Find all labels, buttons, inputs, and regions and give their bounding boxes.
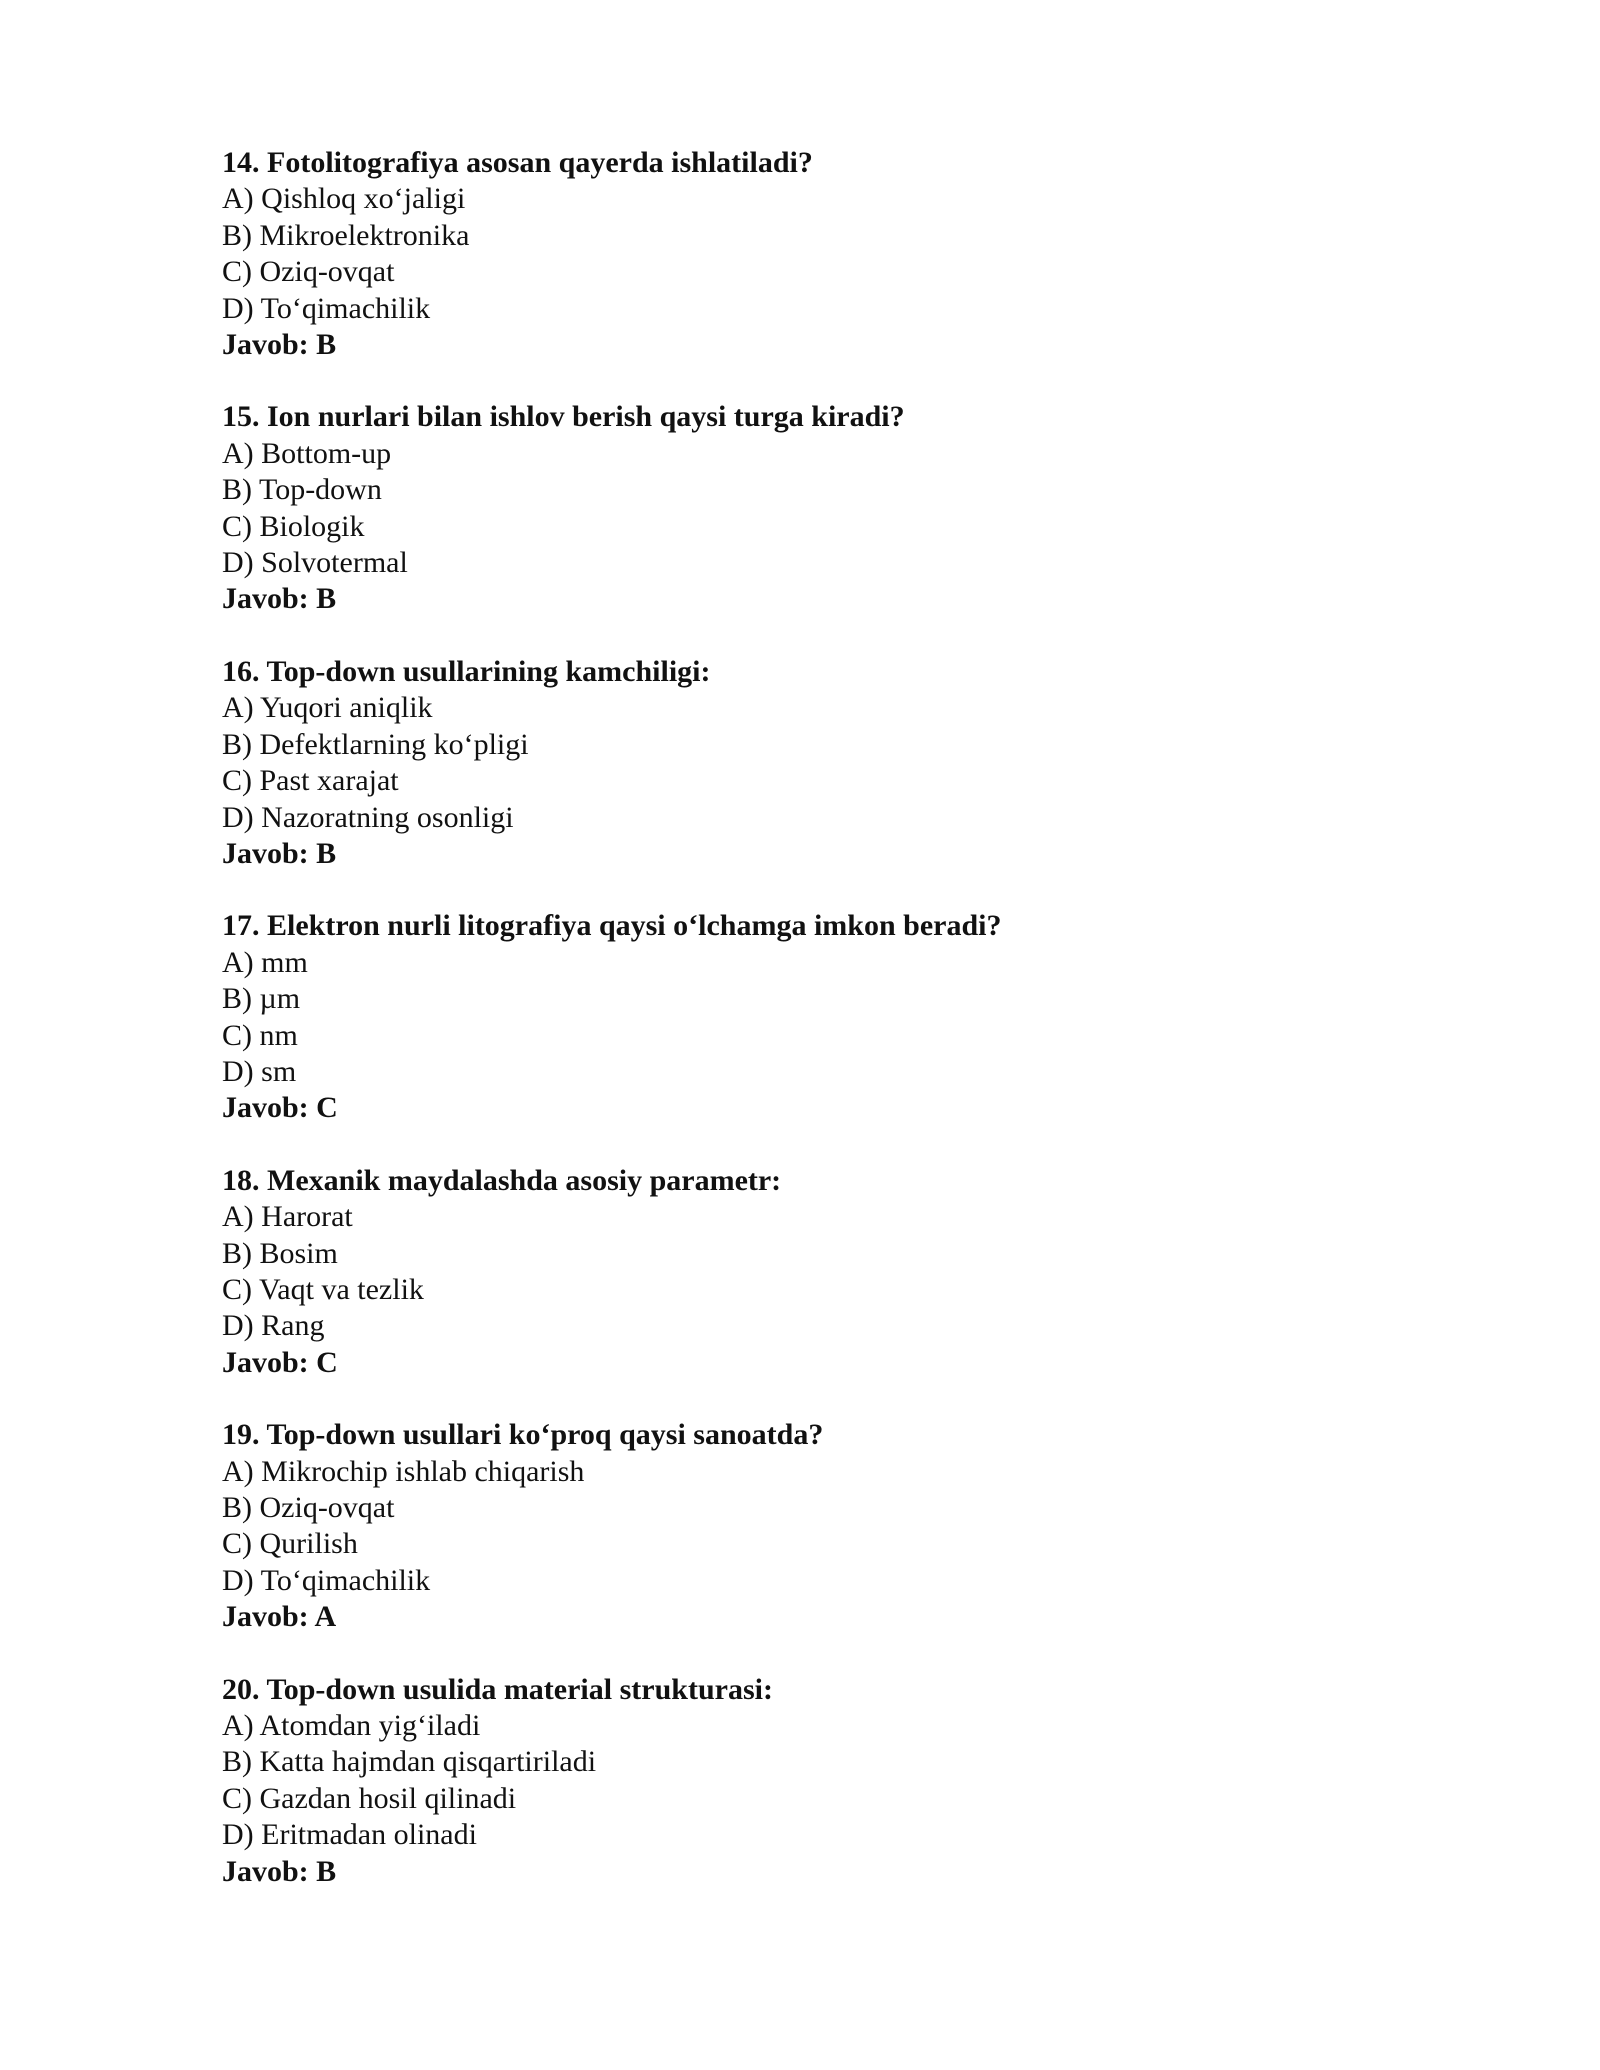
question-14 [222,145,1422,363]
option-c: C) Gazdan hosil qilinadi [222,1781,517,1815]
option-a: A) Qishloq xo‘jaligi [222,182,466,216]
answer-key: Javob: C [222,1091,338,1125]
question-15 [222,399,1422,617]
option-d: D) Solvotermal [222,546,408,580]
question-title: 17. Elektron nurli litografiya qaysi o‘lchamga imkon beradi? [222,909,1002,943]
option-b: B) Bosim [222,1236,338,1270]
option-c: C) Qurilish [222,1527,358,1561]
answer-key: Javob: A [222,1600,337,1634]
question-16 [222,654,1422,872]
option-b: B) Katta hajmdan qisqartiriladi [222,1745,597,1779]
question-list [222,145,1422,1926]
option-a: A) Yuqori aniqlik [222,691,433,725]
question-title: 15. Ion nurlari bilan ishlov berish qaysi turga kiradi? [222,400,905,434]
option-c: C) Past xarajat [222,764,399,798]
question-title: 19. Top-down usullari ko‘proq qaysi sanoatda? [222,1418,824,1452]
option-b: B) Defektlarning ko‘pligi [222,727,529,761]
option-d: D) To‘qimachilik [222,1563,431,1597]
option-d: D) Nazoratning osonligi [222,800,514,834]
option-d: D) To‘qimachilik [222,291,431,325]
option-a: A) Bottom-up [222,436,392,470]
option-b: B) Mikroelektronika [222,218,470,252]
option-a: A) Harorat [222,1200,353,1234]
question-17 [222,908,1422,1126]
question-title: 18. Mexanik maydalashda asosiy parametr: [222,1163,782,1197]
option-b: B) Oziq-ovqat [222,1491,395,1524]
answer-key: Javob: B [222,328,337,362]
question-title: 14. Fotolitografiya asosan qayerda ishlatiladi? [222,146,813,179]
question-18 [222,1163,1422,1381]
option-c: C) Oziq-ovqat [222,255,395,289]
answer-key: Javob: B [222,582,337,616]
answer-key: Javob: B [222,836,337,870]
option-d: D) Rang [222,1309,325,1343]
option-d: D) sm [222,1054,297,1088]
option-b: B) Top-down [222,473,382,507]
option-d: D) Eritmadan olinadi [222,1818,477,1852]
option-a: A) mm [222,945,308,979]
option-c: C) Biologik [222,509,365,543]
answer-key: Javob: C [222,1345,338,1379]
option-b: B) µm [222,982,301,1016]
answer-key: Javob: B [222,1854,337,1888]
option-c: C) Vaqt va tezlik [222,1272,424,1306]
question-20 [222,1672,1422,1890]
option-a: A) Atomdan yig‘iladi [222,1709,481,1743]
question-title: 16. Top-down usullarining kamchiligi: [222,654,711,688]
option-c: C) nm [222,1018,298,1052]
question-19 [222,1417,1422,1635]
option-a: A) Mikrochip ishlab chiqarish [222,1454,585,1488]
question-title: 20. Top-down usulida material strukturasi: [222,1672,773,1706]
